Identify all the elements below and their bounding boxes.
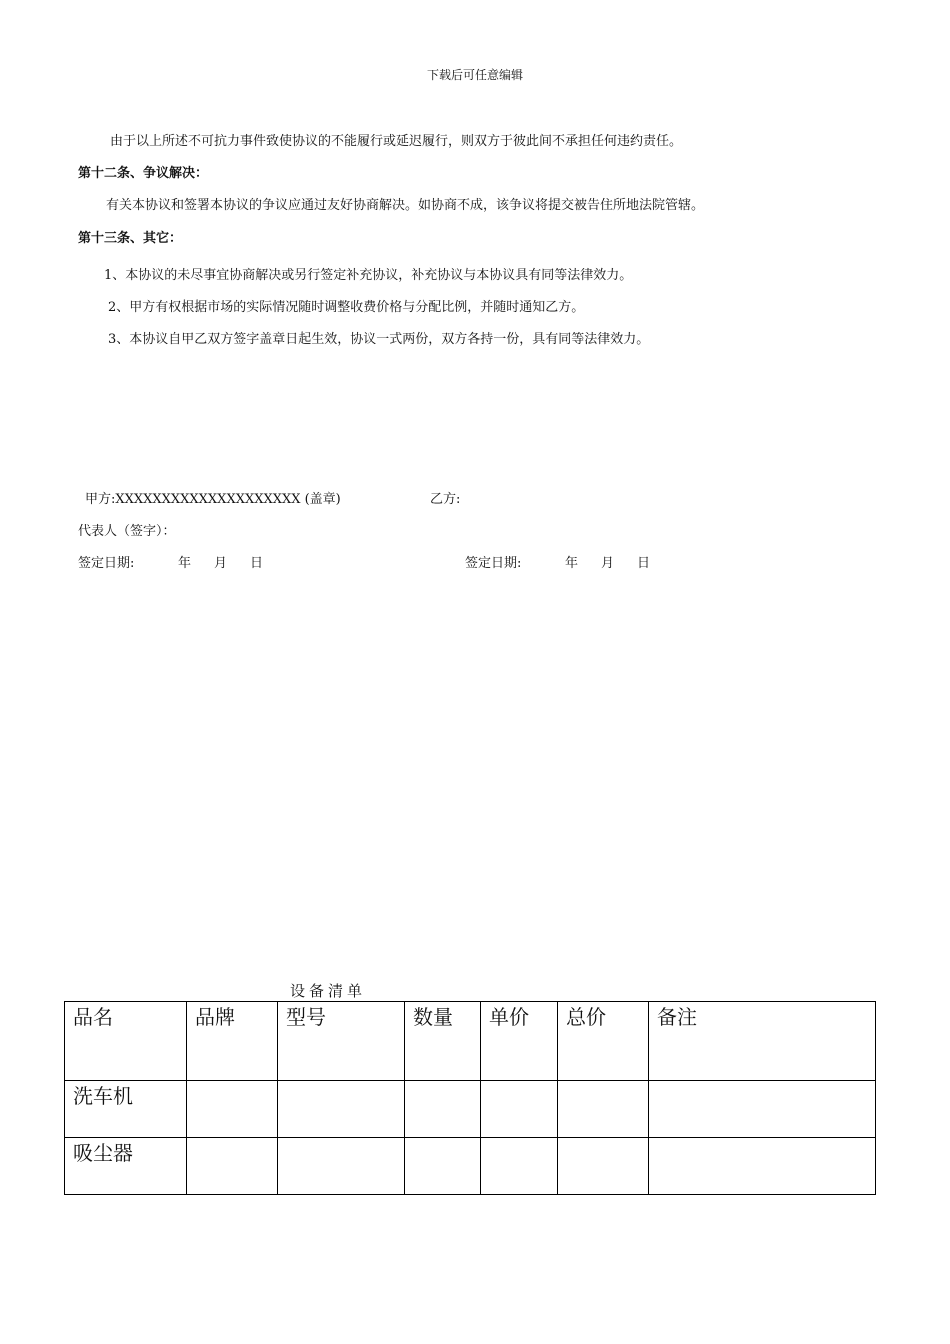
party-b-date-month: 月 [601,556,615,571]
party-a-date-year: 年 [178,556,192,571]
party-b-date-year: 年 [565,556,579,571]
column-header-remarks: 备注 [649,1002,876,1081]
table-cell-remarks [649,1081,876,1138]
column-header-name: 品名 [65,1002,187,1081]
table-cell-total-price [558,1081,649,1138]
party-a-date-month: 月 [214,556,228,571]
table-cell-name: 洗车机 [65,1081,187,1138]
table-cell-unit-price [481,1081,558,1138]
column-header-brand: 品牌 [187,1002,278,1081]
party-a-label: 甲方:XXXXXXXXXXXXXXXXXXXX (盖章) [85,492,341,507]
column-header-unit-price: 单价 [481,1002,558,1081]
table-cell-remarks [649,1138,876,1195]
table-row [65,1081,876,1138]
table-cell-brand [187,1081,278,1138]
table-cell-total-price [558,1138,649,1195]
page-header: 下载后可任意编辑 [426,68,523,82]
table-header-row [65,1002,876,1081]
party-b-date-label: 签定日期: [465,556,522,571]
article-13-item-1: 1、本协议的未尽事宜协商解决或另行签定补充协议，补充协议与本协议具有同等法律效力。 [104,268,633,283]
party-b-label: 乙方: [430,492,461,507]
equipment-list-title: 设备清单 [290,982,367,1000]
force-majeure-paragraph: 由于以上所述不可抗力事件致使协议的不能履行或延迟履行，则双方于彼此间不承担任何违约责任。 [110,134,683,149]
article-12-text: 有关本协议和签署本协议的争议应通过友好协商解决。如协商不成，该争议将提交被告住所地法院管辖。 [106,198,705,213]
table-cell-brand [187,1138,278,1195]
table-cell-name: 吸尘器 [65,1138,187,1195]
article-12-heading: 第十二条、争议解决： [78,166,209,181]
party-b-date-day: 日 [637,556,651,571]
table-cell-unit-price [481,1138,558,1195]
article-13-heading: 第十三条、其它： [78,231,183,246]
article-13-item-2: 2、甲方有权根据市场的实际情况随时调整收费价格与分配比例，并随时通知乙方。 [108,300,585,315]
table-cell-quantity [405,1138,481,1195]
table-cell-model [278,1138,405,1195]
article-13-item-3: 3、本协议自甲乙双方签字盖章日起生效，协议一式两份，双方各持一份，具有同等法律效力。 [108,332,650,347]
equipment-table [64,1001,876,1195]
column-header-quantity: 数量 [405,1002,481,1081]
table-row [65,1138,876,1195]
representative-label: 代表人（签字）： [78,524,176,539]
column-header-model: 型号 [278,1002,405,1081]
party-a-date-day: 日 [250,556,264,571]
column-header-total-price: 总价 [558,1002,649,1081]
table-cell-quantity [405,1081,481,1138]
party-a-date-label: 签定日期: [78,556,135,571]
table-cell-model [278,1081,405,1138]
